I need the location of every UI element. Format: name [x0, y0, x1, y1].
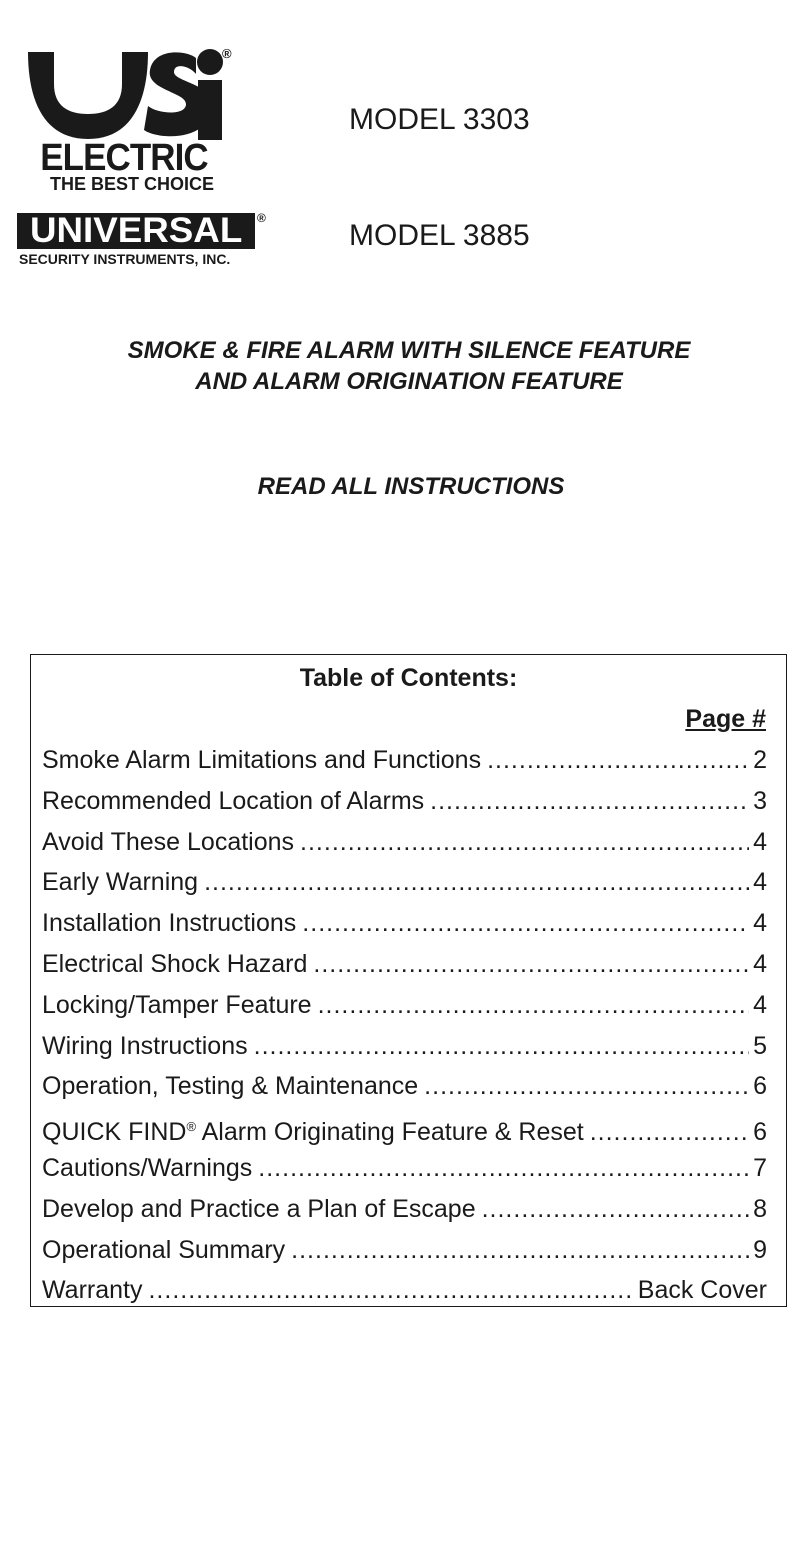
toc-entry-page: 2 [753, 746, 767, 774]
toc-entry [42, 1112, 767, 1153]
toc-entry-label-text: Cautions/Warnings [42, 1153, 253, 1182]
toc-entry-page: 4 [753, 909, 767, 938]
toc-list [42, 745, 767, 1316]
toc-entry [42, 745, 767, 786]
toc-entry [42, 867, 767, 908]
toc-entry-page: 6 [753, 1072, 767, 1101]
toc-entry-label [42, 786, 424, 816]
toc-entry [42, 827, 767, 868]
toc-entry-label-text: Early Warning [42, 868, 199, 897]
toc-entry-page: 4 [753, 990, 767, 1019]
wsi-logo-mark [26, 44, 241, 149]
toc-entry-page: 6 [753, 1118, 767, 1147]
toc-entry-label-text: QUICK FIND [42, 1118, 187, 1147]
universal-registered-mark: ® [257, 211, 266, 225]
universal-wordmark-text: UNIVERSAL [29, 213, 243, 249]
product-title [0, 335, 808, 397]
toc-entry-label [42, 1153, 252, 1183]
toc-leader-dots [254, 1031, 749, 1061]
toc-entry-label-text: Develop and Practice a Plan of Escape [42, 1194, 476, 1223]
toc-entry-page: 4 [753, 949, 767, 978]
toc-leader-dots [424, 1071, 749, 1101]
toc-entry [42, 1071, 767, 1112]
toc-entry-label-text: Installation Instructions [42, 909, 297, 938]
toc-leader-dots [318, 990, 750, 1020]
toc-entry [42, 990, 767, 1031]
toc-leader-dots [204, 867, 749, 897]
toc-entry-label [42, 867, 198, 897]
toc-entry-label-text: Locking/Tamper Feature [42, 990, 312, 1019]
toc-entry-label [42, 1235, 285, 1265]
universal-subtitle: SECURITY INSTRUMENTS, INC. [19, 251, 231, 267]
toc-entry-label [42, 908, 296, 938]
toc-entry-page: 5 [753, 1031, 767, 1060]
toc-title: Table of Contents: [299, 664, 518, 692]
toc-entry-label-text: Operation, Testing & Maintenance [42, 1072, 419, 1101]
toc-entry-label [42, 1275, 142, 1305]
toc-entry-label [42, 1194, 476, 1224]
toc-entry-label-text: Warranty [42, 1276, 143, 1305]
toc-entry-label [42, 990, 312, 1020]
toc-page-header: Page # [685, 705, 766, 733]
toc-entry-page: Back Cover [637, 1276, 767, 1305]
toc-entry-label-text: Wiring Instructions [42, 1031, 248, 1060]
toc-entry-label [42, 949, 307, 979]
toc-entry [42, 1275, 767, 1316]
read-all-instructions: READ ALL INSTRUCTIONS [257, 473, 565, 500]
toc-leader-dots [487, 745, 749, 775]
toc-entry-label [42, 1071, 418, 1101]
toc-leader-dots [148, 1275, 633, 1305]
toc-leader-dots [291, 1235, 749, 1265]
toc-leader-dots [430, 786, 749, 816]
toc-leader-dots [482, 1194, 750, 1224]
toc-entry-page: 7 [753, 1153, 767, 1182]
toc-entry-label-text: Smoke Alarm Limitations and Functions [42, 746, 482, 774]
toc-leader-dots [300, 827, 749, 857]
toc-entry-label [42, 745, 481, 775]
toc-leader-dots [590, 1117, 749, 1147]
toc-leader-dots [258, 1153, 749, 1183]
toc-entry-label-text: Electrical Shock Hazard [42, 949, 308, 978]
toc-entry-page: 3 [753, 786, 767, 815]
wsi-electric-logo [26, 44, 241, 194]
wsi-electric-text: ELECTRIC [40, 137, 208, 179]
toc-entry-label-text: Recommended Location of Alarms [42, 786, 425, 815]
wsi-tagline: THE BEST CHOICE [49, 174, 214, 194]
toc-entry-registered-mark: ® [186, 1119, 197, 1135]
wsi-registered-mark: ® [222, 46, 232, 61]
toc-entry-label [42, 827, 294, 857]
product-title-line-2: AND ALARM ORIGINATION FEATURE [195, 368, 623, 395]
toc-entry [42, 786, 767, 827]
table-of-contents [30, 654, 787, 1307]
toc-entry [42, 1031, 767, 1072]
toc-entry-page: 8 [753, 1194, 767, 1223]
toc-entry-page: 4 [753, 827, 767, 856]
toc-entry-label-text: Avoid These Locations [42, 827, 295, 856]
product-title-line-1: SMOKE & FIRE ALARM WITH SILENCE FEATURE [127, 337, 691, 364]
model-number-2: MODEL 3885 [349, 219, 530, 252]
universal-logo [17, 211, 266, 269]
toc-entry-page: 4 [753, 868, 767, 897]
toc-entry [42, 1194, 767, 1235]
toc-leader-dots [313, 949, 749, 979]
toc-entry [42, 1235, 767, 1276]
toc-entry [42, 1153, 767, 1194]
toc-entry-page: 9 [753, 1235, 767, 1264]
toc-entry-label-suffix: Alarm Originating Feature & Reset [196, 1118, 584, 1147]
toc-leader-dots [302, 908, 749, 938]
toc-entry-label [42, 1112, 584, 1147]
universal-wordmark [17, 213, 255, 249]
toc-entry-label [42, 1031, 248, 1061]
toc-entry [42, 949, 767, 990]
toc-entry [42, 908, 767, 949]
toc-entry-label-text: Operational Summary [42, 1235, 286, 1264]
model-number-1: MODEL 3303 [349, 103, 530, 136]
